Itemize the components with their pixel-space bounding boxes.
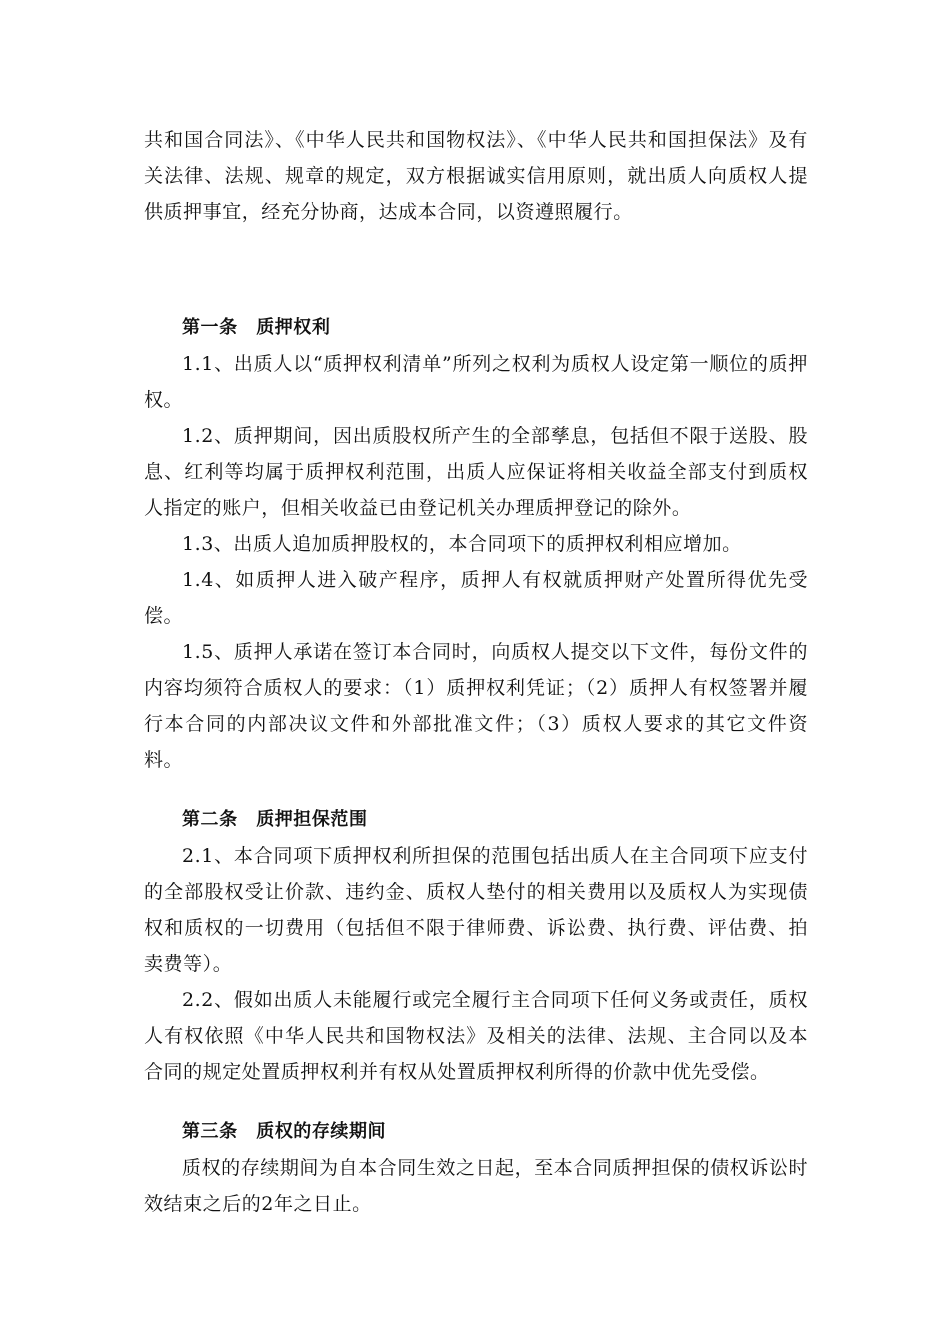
clause-1-5: 1.5、质押人承诺在签订本合同时，向质权人提交以下文件，每份文件的内容均须符合质权人的要求：（1）质押权利凭证；（2）质押人有权签署并履行本合同的内部决议文件和外部批准文件；（3）质权人要求的其它文件资料。 [144,641,808,771]
clause-1-4: 1.4、如质押人进入破产程序，质押人有权就质押财产处置所得优先受偿。 [144,569,808,627]
article-1-heading: 第一条 质押权利 [182,317,331,338]
article-3-paragraph: 质权的存续期间为自本合同生效之日起，至本合同质押担保的债权诉讼时效结束之后的2年之日止。 [144,1157,808,1215]
section-spacer [144,778,808,802]
clause-1-3: 1.3、出质人追加质押股权的，本合同项下的质押权利相应增加。 [182,533,742,555]
document-body [144,122,808,1222]
clause-1-2: 1.2、质押期间，因出质股权所产生的全部孳息，包括但不限于送股、股息、红利等均属于质押权利范围，出质人应保证将相关收益全部支付到质权人指定的账户，但相关收益已由登记机关办理质押登记的除外。 [144,425,808,519]
section-spacer [144,230,808,310]
clause-2-2: 2.2、假如出质人未能履行或完全履行主合同项下任何义务或责任，质权人有权依照《中华人民共和国物权法》及相关的法律、法规、主合同以及本合同的规定处置质押权利并有权从处置质押权利所得的价款中优先受偿。 [144,989,808,1083]
intro-paragraph: 共和国合同法》、《中华人民共和国物权法》、《中华人民共和国担保法》及有关法律、法规、规章的规定，双方根据诚实信用原则，就出质人向质权人提供质押事宜，经充分协商，达成本合同，以资遵照履行。 [144,129,808,223]
section-spacer [144,1090,808,1114]
clause-2-1: 2.1、本合同项下质押权利所担保的范围包括出质人在主合同项下应支付的全部股权受让价款、违约金、质权人垫付的相关费用以及质权人为实现债权和质权的一切费用（包括但不限于律师费、诉讼费、执行费、评估费、拍卖费等）。 [144,845,808,975]
article-2-heading: 第二条 质押担保范围 [182,809,368,830]
article-3-heading: 第三条 质权的存续期间 [182,1121,387,1142]
clause-1-1: 1.1、出质人以“质押权利清单”所列之权利为质权人设定第一顺位的质押权。 [144,353,808,411]
